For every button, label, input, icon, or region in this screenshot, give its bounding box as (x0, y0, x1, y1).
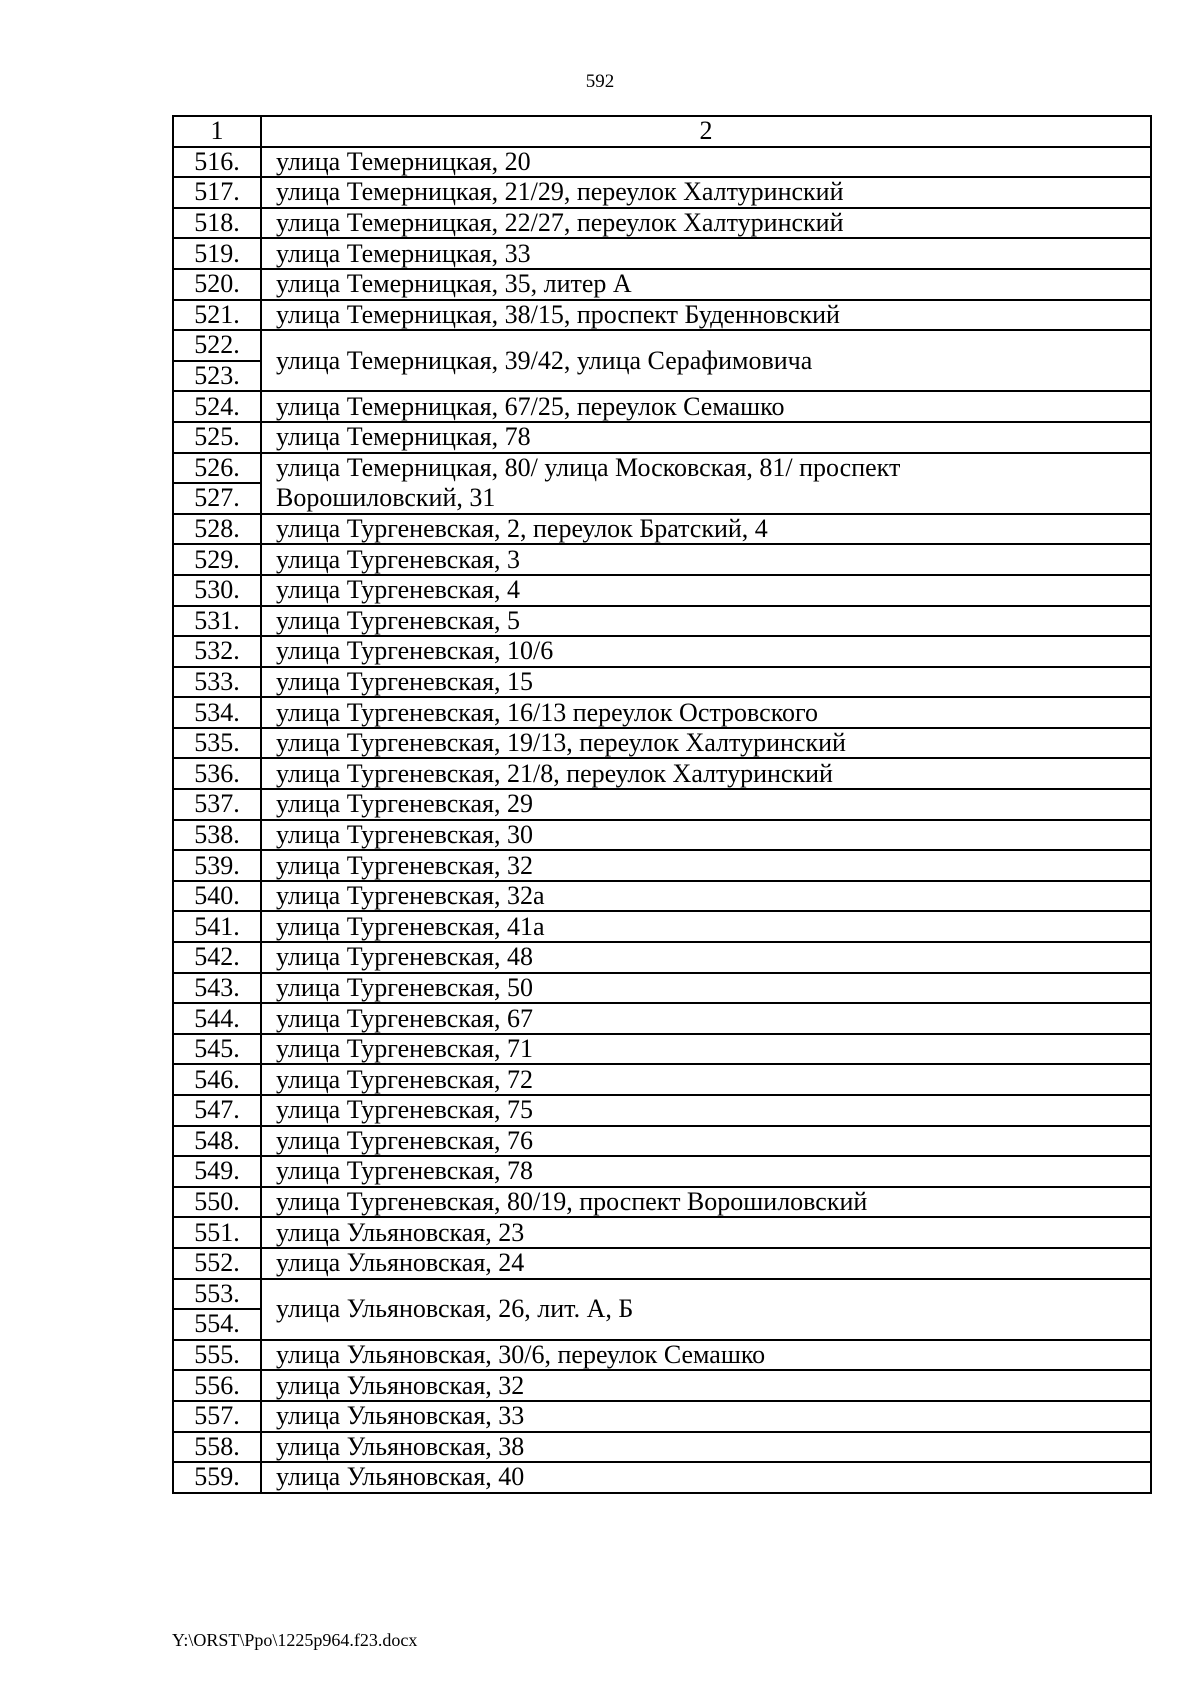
table-row (173, 422, 1151, 453)
row-address: улица Тургеневская, 30 (261, 820, 1151, 851)
table-row (173, 1401, 1151, 1432)
row-address: улица Темерницкая, 78 (261, 422, 1151, 453)
row-number: 522. (173, 330, 261, 361)
table-row (173, 820, 1151, 851)
row-address: улица Тургеневская, 32а (261, 881, 1151, 912)
row-address-merged: улица Темерницкая, 39/42, улица Серафимовича (261, 330, 1151, 391)
row-number: 529. (173, 544, 261, 575)
row-number: 535. (173, 728, 261, 759)
table-row (173, 667, 1151, 698)
page-number: 592 (585, 71, 615, 92)
row-address: улица Ульяновская, 23 (261, 1217, 1151, 1248)
table-row (173, 606, 1151, 637)
row-number: 557. (173, 1401, 261, 1432)
header-col-2: 2 (261, 116, 1151, 147)
row-number: 558. (173, 1432, 261, 1463)
row-number: 516. (173, 147, 261, 178)
row-number: 555. (173, 1340, 261, 1371)
row-address: улица Тургеневская, 21/8, переулок Халтуринский (261, 758, 1151, 789)
table-row (173, 1034, 1151, 1065)
row-number: 517. (173, 177, 261, 208)
table-row (173, 1156, 1151, 1187)
row-address: улица Тургеневская, 19/13, переулок Халтуринский (261, 728, 1151, 759)
row-number: 552. (173, 1248, 261, 1279)
row-number: 556. (173, 1370, 261, 1401)
row-address: улица Темерницкая, 38/15, проспект Буденновский (261, 300, 1151, 331)
row-address: улица Ульяновская, 33 (261, 1401, 1151, 1432)
table-row (173, 514, 1151, 545)
row-number: 553. (173, 1279, 261, 1310)
row-address-merged: улица Ульяновская, 26, лит. А, Б (261, 1279, 1151, 1340)
table-row (173, 575, 1151, 606)
table-row (173, 147, 1151, 178)
row-number: 531. (173, 606, 261, 637)
row-address: улица Тургеневская, 5 (261, 606, 1151, 637)
row-address-line-2: Ворошиловский, 31 (261, 483, 1151, 514)
row-number: 519. (173, 238, 261, 269)
row-number: 551. (173, 1217, 261, 1248)
row-number: 540. (173, 881, 261, 912)
row-address: улица Ульяновская, 32 (261, 1370, 1151, 1401)
table-header-row (173, 116, 1151, 147)
table-row (173, 208, 1151, 239)
row-number: 539. (173, 850, 261, 881)
table-row (173, 1126, 1151, 1157)
row-address: улица Темерницкая, 35, литер А (261, 269, 1151, 300)
table-row (173, 544, 1151, 575)
row-number: 542. (173, 942, 261, 973)
row-number: 544. (173, 1003, 261, 1034)
row-address: улица Тургеневская, 15 (261, 667, 1151, 698)
row-address: улица Тургеневская, 32 (261, 850, 1151, 881)
row-address: улица Темерницкая, 67/25, переулок Семашко (261, 391, 1151, 422)
row-address: улица Тургеневская, 48 (261, 942, 1151, 973)
table-row (173, 1462, 1151, 1493)
row-number: 541. (173, 911, 261, 942)
table-row (173, 177, 1151, 208)
table-row (173, 758, 1151, 789)
row-address: улица Тургеневская, 76 (261, 1126, 1151, 1157)
table-row (173, 697, 1151, 728)
row-address: улица Тургеневская, 50 (261, 973, 1151, 1004)
table-row (173, 1370, 1151, 1401)
table-row (173, 1217, 1151, 1248)
table-row (173, 1187, 1151, 1218)
table-row (173, 1340, 1151, 1371)
row-address: улица Тургеневская, 2, переулок Братский, 4 (261, 514, 1151, 545)
table-row (173, 391, 1151, 422)
row-address: улица Тургеневская, 10/6 (261, 636, 1151, 667)
row-number: 528. (173, 514, 261, 545)
row-address: улица Тургеневская, 67 (261, 1003, 1151, 1034)
table-row (173, 850, 1151, 881)
row-number: 548. (173, 1126, 261, 1157)
row-number: 538. (173, 820, 261, 851)
row-address: улица Тургеневская, 4 (261, 575, 1151, 606)
table-row (173, 911, 1151, 942)
table-row (173, 1003, 1151, 1034)
row-number: 536. (173, 758, 261, 789)
row-address: улица Темерницкая, 33 (261, 238, 1151, 269)
table-row (173, 942, 1151, 973)
row-number: 532. (173, 636, 261, 667)
table-row (173, 881, 1151, 912)
row-number: 523. (173, 361, 261, 392)
table-row (173, 1064, 1151, 1095)
row-address: улица Тургеневская, 72 (261, 1064, 1151, 1095)
row-number: 521. (173, 300, 261, 331)
row-address: улица Тургеневская, 78 (261, 1156, 1151, 1187)
table-row (173, 1279, 1151, 1310)
row-number: 520. (173, 269, 261, 300)
row-address: улица Тургеневская, 71 (261, 1034, 1151, 1065)
row-number: 543. (173, 973, 261, 1004)
row-address: улица Тургеневская, 16/13 переулок Островского (261, 697, 1151, 728)
row-number: 518. (173, 208, 261, 239)
row-address: улица Темерницкая, 20 (261, 147, 1151, 178)
row-address: улица Ульяновская, 38 (261, 1432, 1151, 1463)
table-row (173, 789, 1151, 820)
row-number: 547. (173, 1095, 261, 1126)
row-address: улица Ульяновская, 40 (261, 1462, 1151, 1493)
row-number: 537. (173, 789, 261, 820)
row-address: улица Тургеневская, 80/19, проспект Ворошиловский (261, 1187, 1151, 1218)
row-number: 546. (173, 1064, 261, 1095)
row-address: улица Тургеневская, 75 (261, 1095, 1151, 1126)
row-number: 545. (173, 1034, 261, 1065)
table-row (173, 453, 1151, 484)
row-number: 530. (173, 575, 261, 606)
row-address: улица Ульяновская, 30/6, переулок Семашко (261, 1340, 1151, 1371)
table-row (173, 269, 1151, 300)
row-number: 549. (173, 1156, 261, 1187)
row-address: улица Тургеневская, 3 (261, 544, 1151, 575)
row-address: улица Темерницкая, 22/27, переулок Халтуринский (261, 208, 1151, 239)
row-number: 534. (173, 697, 261, 728)
table-row (173, 973, 1151, 1004)
address-table (172, 115, 1152, 1494)
table-row (173, 728, 1151, 759)
table-row (173, 1248, 1151, 1279)
footer-file-path: Y:\ORST\Ppo\1225p964.f23.docx (172, 1630, 418, 1650)
row-number: 525. (173, 422, 261, 453)
row-number: 550. (173, 1187, 261, 1218)
row-number: 554. (173, 1309, 261, 1340)
table-row (173, 1095, 1151, 1126)
row-number: 527. (173, 483, 261, 514)
table-row (173, 1432, 1151, 1463)
row-number: 559. (173, 1462, 261, 1493)
row-address-line-1: улица Темерницкая, 80/ улица Московская, 81/ проспект (261, 453, 1151, 484)
table-row (173, 238, 1151, 269)
header-col-1: 1 (173, 116, 261, 147)
row-address: улица Темерницкая, 21/29, переулок Халтуринский (261, 177, 1151, 208)
row-address: улица Ульяновская, 24 (261, 1248, 1151, 1279)
table-row (173, 300, 1151, 331)
table-row (173, 330, 1151, 361)
row-number: 533. (173, 667, 261, 698)
row-address: улица Тургеневская, 29 (261, 789, 1151, 820)
table-row (173, 483, 1151, 514)
row-number: 524. (173, 391, 261, 422)
row-number: 526. (173, 453, 261, 484)
table-row (173, 636, 1151, 667)
row-address: улица Тургеневская, 41а (261, 911, 1151, 942)
